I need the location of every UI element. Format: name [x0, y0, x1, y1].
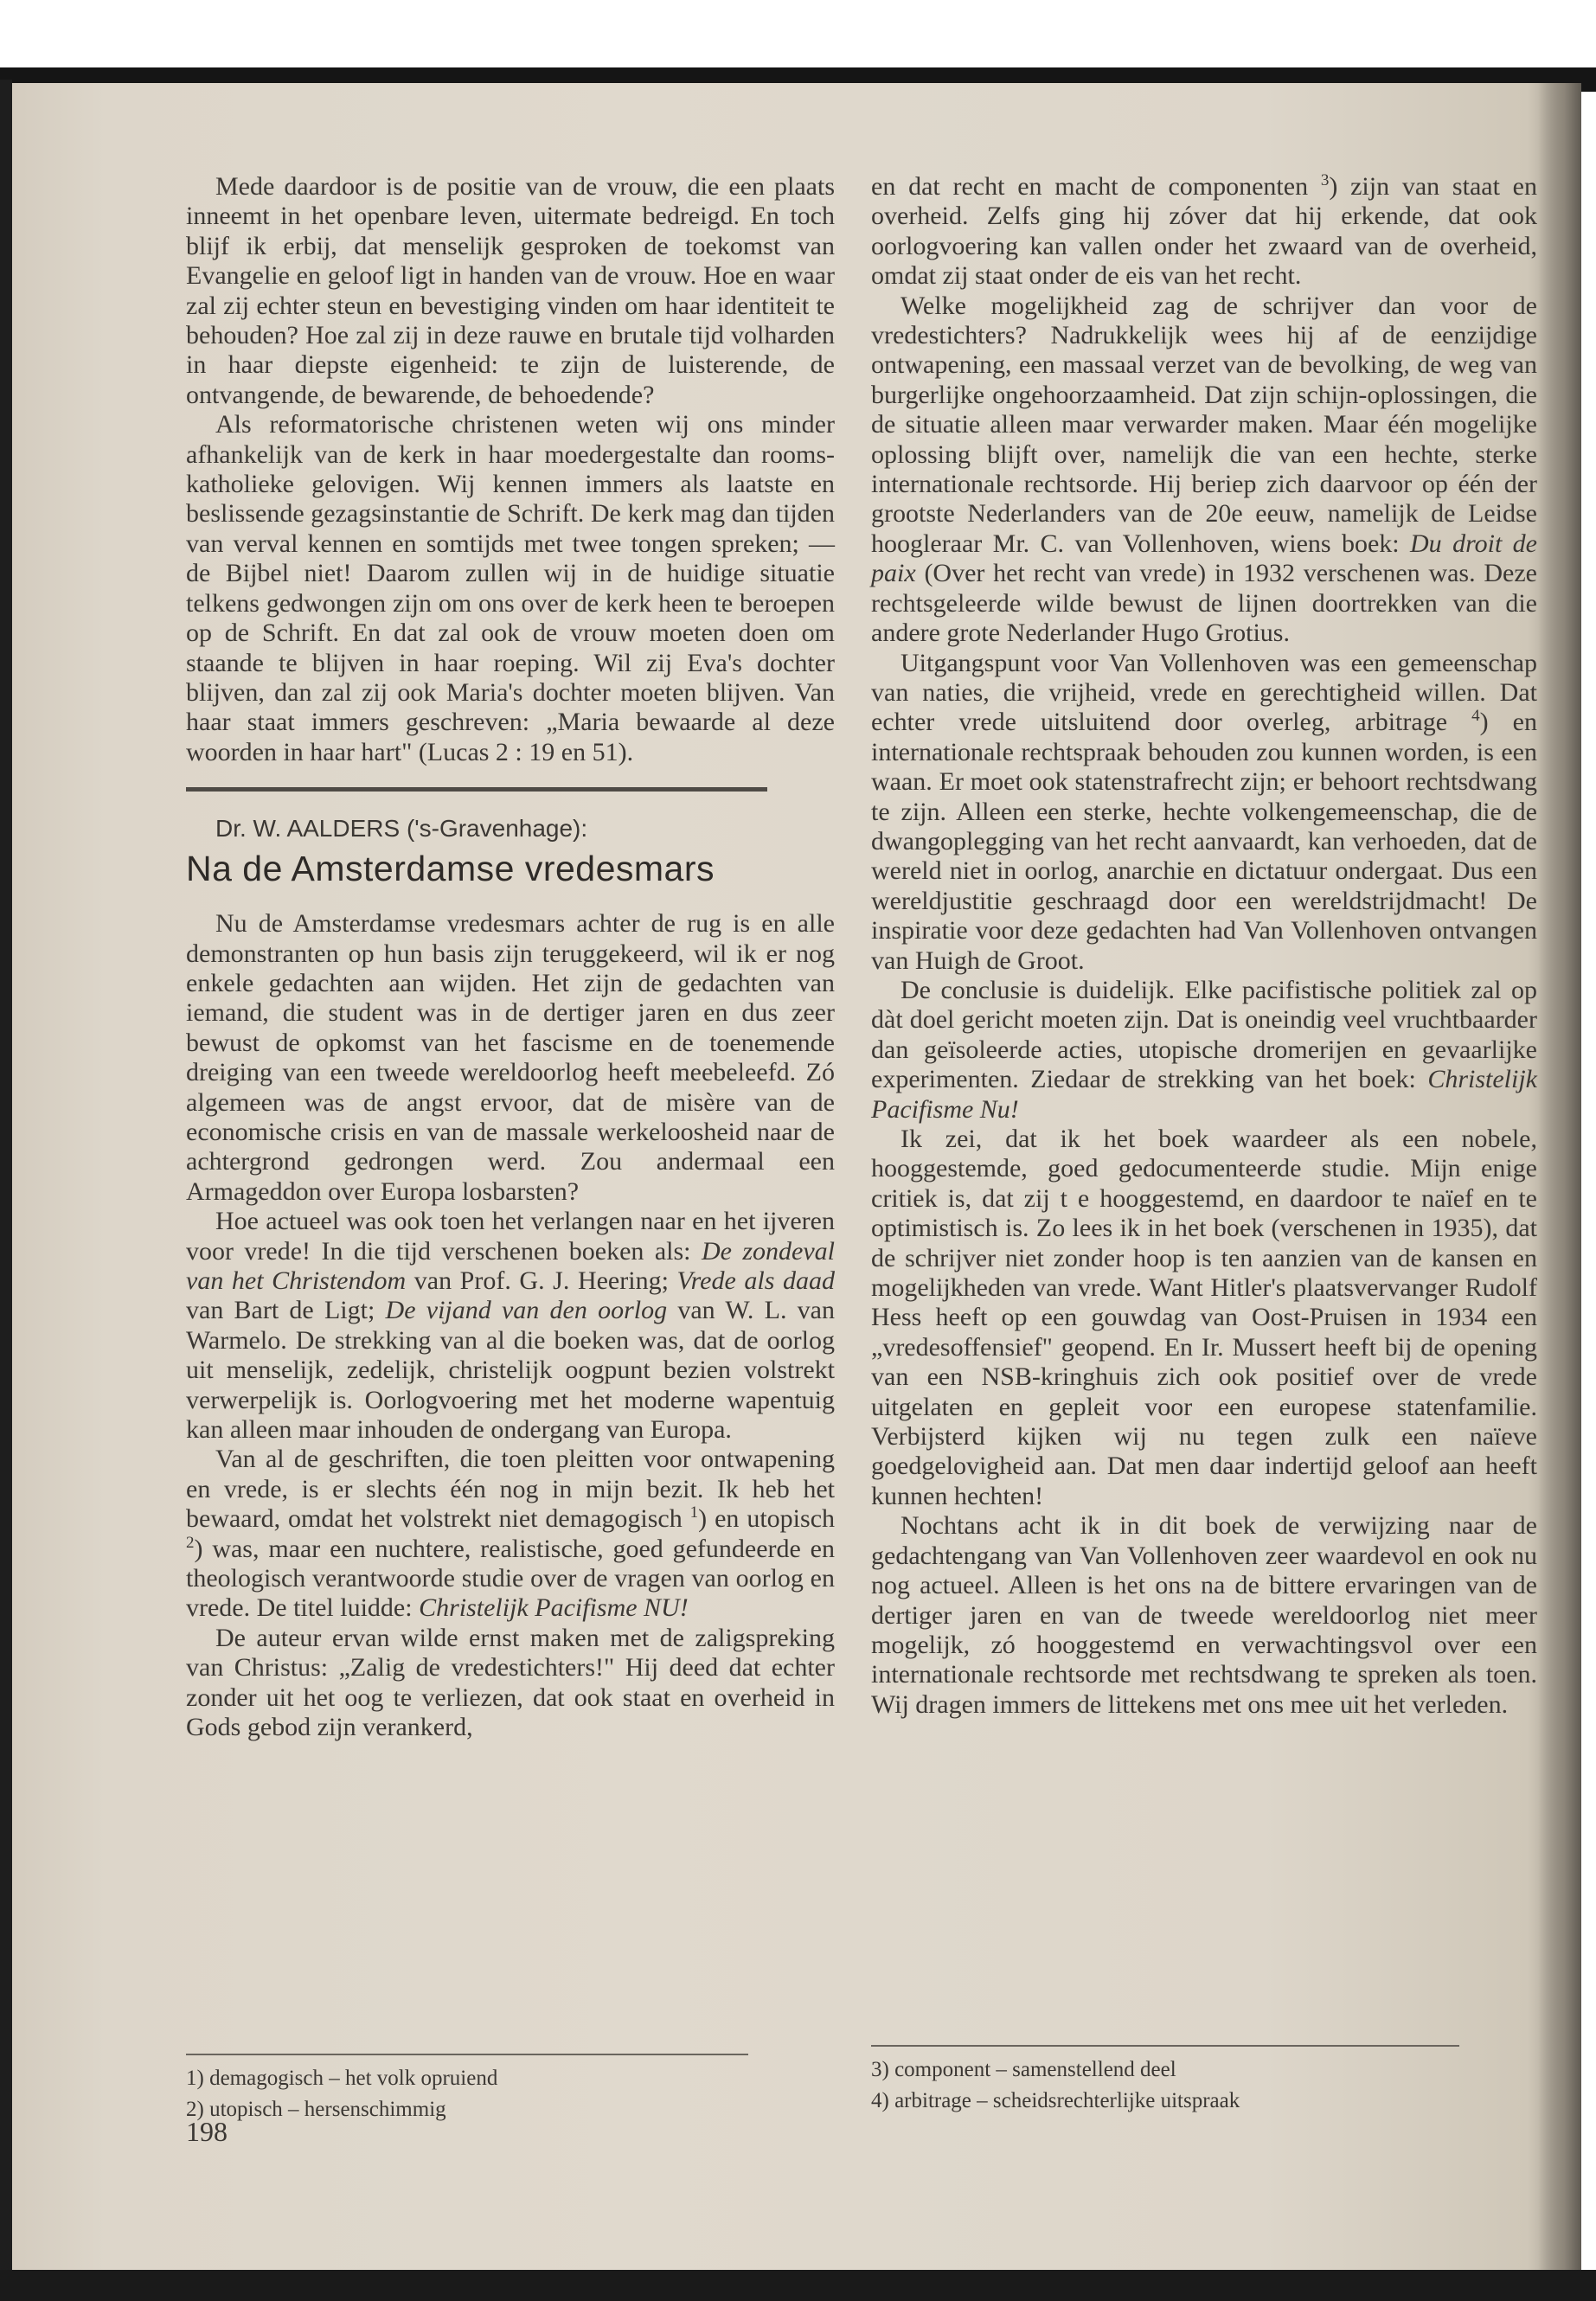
book-title: Christelijk Pacifisme Nu!	[871, 1065, 1537, 1124]
left-column	[186, 172, 835, 1743]
article-divider	[186, 787, 767, 792]
footnote: 3) component – samenstellend deel	[871, 2058, 1176, 2081]
footnote-ref: 3	[1320, 171, 1330, 189]
right-column	[871, 172, 1537, 1720]
article-byline: Dr. W. AALDERS ('s-Gravenhage):	[215, 815, 588, 843]
article-paragraph: Welke mogelijkheid zag de schrijver dan voor de vredestichters? Nadrukkelijk wees hij af de eenzijdige ontwapening, een massaal verzet van de bevolking, de weg van burgerlijke ongehoorzaamheid. Dat zijn schijn-oplossingen, die de situatie alleen maar verwarder maken. Maar één mogelijke oplossing blijft over, namelijk die van een hechte, sterke internationale rechtsorde. Hij beriep zich daarvoor op één der grootste Nederlanders van de 20e eeuw, namelijk de Leidse hoogleraar Mr. C. van Vollenhoven, wiens boek: Du droit de paix (Over het recht van vrede) in 1932 verschenen was. Deze rechtsgeleerde wilde bewust de lijnen doortrekken van die andere grote Nederlander Hugo Grotius.	[871, 291, 1538, 648]
article-paragraph: Uitgangspunt voor Van Vollenhoven was een gemeenschap van naties, die vrijheid, vrede en gerechtigheid willen. Dat echter vrede uitsluitend door overleg, arbitrage $^4$) en internationale rechtspraak behouden zou kunnen worden, is een waan. Er moet ook statenstrafrecht zijn; er behoort rechtsdwang te zijn. Alleen een sterke, hechte volkengemeenschap, die de dwangoplegging van het recht aanvaardt, kan verhoeden, dat de wereld niet in oorlog, anarchie en dictatuur ondergaat. Dus een wereldjustitie geschraagd door een wereldstrijdmacht! De inspiratie voor deze gedachten had Van Vollenhoven ontvangen van Huigh de Groot.	[871, 648, 1537, 975]
page-edge-shadow	[1538, 83, 1581, 2270]
article-paragraph: De auteur ervan wilde ernst maken met de zaligspreking van Christus: „Zalig de vredestichters!" Hij deed dat echter zonder uit het oog te verliezen, dat ook staat en overheid in Gods gebod zijn verankerd,	[186, 1623, 835, 1742]
footnote-ref: 2	[186, 1533, 195, 1552]
article-paragraph: Nu de Amsterdamse vredesmars achter de rug is en alle demonstranten op hun basis zijn teruggekeerd, wil ik er nog enkele gedachten aan wijden. Het zijn de gedachten van iemand, die student was in de dertiger jaren en dus zeer bewust de opkomst van het fascisme en de toenemende dreiging van een tweede wereldoorlog heeft meebeleefd. Zó algemeen was de angst ervoor, dat de misère van de economische crisis en van de massale werkeloosheid naar de achtergrond gedrongen werd. Zou andermaal een Armageddon over Europa losbarsten?	[186, 909, 835, 1206]
previous-article-paragraph: Mede daardoor is de positie van de vrouw, die een plaats inneemt in het openbare leven, uitermate bedreigd. En toch blijf ik erbij, dat menselijk gesproken de toekomst van Evangelie en geloof ligt in handen van de vrouw. Hoe en waar zal zij echter steun en bevestiging vinden om haar identiteit te behouden? Hoe zal zij in deze rauwe en brutale tijd volharden in haar diepste eigenheid: te zijn de luisterende, de ontvangende, de bewarende, de behoedende?	[186, 172, 835, 409]
footnote-ref: 4	[1471, 707, 1480, 726]
previous-article-paragraph: Als reformatorische christenen weten wij ons minder afhankelijk van de kerk in haar moedergestalte dan rooms-katholieke gelovigen. Wij kennen immers als laatste en beslissende gezagsinstantie de Schrift. De kerk mag dan tijden van verval kennen en somtijds met twee tongen spreken; — de Bijbel niet! Daarom zullen wij in de huidige situatie telkens gedwongen zijn om ons over de kerk heen te beroepen op de Schrift. En dat zal ook de vrouw moeten doen om staande te blijven in haar roeping. Wil zij Eva's dochter blijven, dan zal zij ook Maria's dochter moeten blijven. Van haar staat immers geschreven: „Maria bewaarde al deze woorden in haar hart" (Lucas 2 : 19 en 51).	[186, 410, 835, 766]
article-paragraph: Hoe actueel was ook toen het verlangen naar en het ijveren voor vrede! In die tijd verschenen boeken als: De zondeval van het Christendom van Prof. G. J. Heering; Vrede als daad van Bart de Ligt; De vijand van den oorlog van W. L. van Warmelo. De strekking van al die boeken was, dat de oorlog uit menselijk, zedelijk, christelijk oogpunt bezien volstrekt verwerpelijk is. Oorlogvoering met het moderne wapentuig kan alleen maar inhouden de ondergang van Europa.	[186, 1207, 836, 1445]
footnotes-left	[186, 2054, 748, 2128]
article-paragraph: Ik zei, dat ik het boek waardeer als een nobele, hooggestemde, goed gedocumenteerde studie. Mijn enige critiek is, dat zij t e hooggestemd, en daardoor te naïef en te optimistisch is. Zo lees ik in het boek (verschenen in 1935), dat de schrijver niet zonder hoop is ten aanzien van de kansen en mogelijkheden van vrede. Want Hitler's plaatsvervanger Rudolf Hess heeft op een gouwdag van Oost-Pruisen in 1934 een „vredesoffensief" geopend. En Ir. Mussert heeft bij de opening van een NSB-kringhuis zich ook positief over de vrede uitgelaten en gepleit voor een europese statenfamilie. Verbijsterd kijken wij nu tegen zulk een naïeve goedgelovigheid aan. Dat men daar indertijd geloof aan heeft kunnen hechten!	[871, 1125, 1537, 1510]
article-paragraph: en dat recht en macht de componenten $^3$) zijn van staat en overheid. Zelfs ging hij zóver dat hij erkende, dat ook oorlogvoering kan vallen onder het zwaard van de overheid, omdat zij staat onder de eis van het recht.	[871, 171, 1537, 291]
footnote: 4) arbitrage – scheidsrechterlijke uitspraak	[871, 2089, 1240, 2112]
article-paragraph: Nochtans acht ik in dit boek de verwijzing naar de gedachtengang van Van Vollenhoven zeer waardevol en ook nu nog actueel. Alleen is het ons na de bittere ervaringen van de dertiger jaren en van de tweede wereldoorlog niet meer mogelijk, zó hooggestemd en verwachtingsvol over een internationale rechtsorde met rechtsdwang te spreken als toen. Wij dragen immers de littekens met ons mee uit het verleden.	[871, 1511, 1537, 1719]
footnote-ref: 1	[689, 1503, 699, 1522]
scan-margin-top	[0, 0, 1596, 67]
scan-edge-left	[0, 80, 12, 2270]
article-paragraph: De conclusie is duidelijk. Elke pacifistische politiek zal op dàt doel gericht moeten zijn. Dat is oneindig veel vruchtbaarder dan geïsoleerde acties, utopische dromerijen en gevaarlijke experimenten. Ziedaar de strekking van het boek: Christelijk Pacifisme Nu!	[871, 975, 1537, 1124]
book-title: De zondeval van het Christendom	[186, 1236, 835, 1295]
book-title: De vijand van den oorlog	[385, 1296, 668, 1325]
footnote: 1) demagogisch – het volk opruiend	[186, 2067, 498, 2090]
page-number: 198	[186, 2116, 228, 2147]
scan-edge-bottom	[0, 2270, 1596, 2301]
book-title: Vrede als daad	[676, 1266, 836, 1295]
article-title: Na de Amsterdamse vredesmars	[186, 849, 715, 889]
book-title: Christelijk Pacifisme NU!	[419, 1593, 689, 1623]
footnote: 2) utopisch – hersenschimmig	[186, 2098, 446, 2121]
book-title: Du droit de paix	[871, 529, 1538, 588]
article-paragraph: Van al de geschriften, die toen pleitten voor ontwapening en vrede, is er slechts één nog in mijn bezit. Ik heb het bewaard, omdat het volstrekt niet demagogisch $^1$) en utopisch $^2$) was, maar een nuchtere, realistische, goed gefundeerde en theologisch verantwoorde studie over de vragen van oorlog en vrede. De titel luidde: Christelijk Pacifisme NU!	[186, 1445, 836, 1623]
footnotes-right	[871, 2045, 1459, 2119]
